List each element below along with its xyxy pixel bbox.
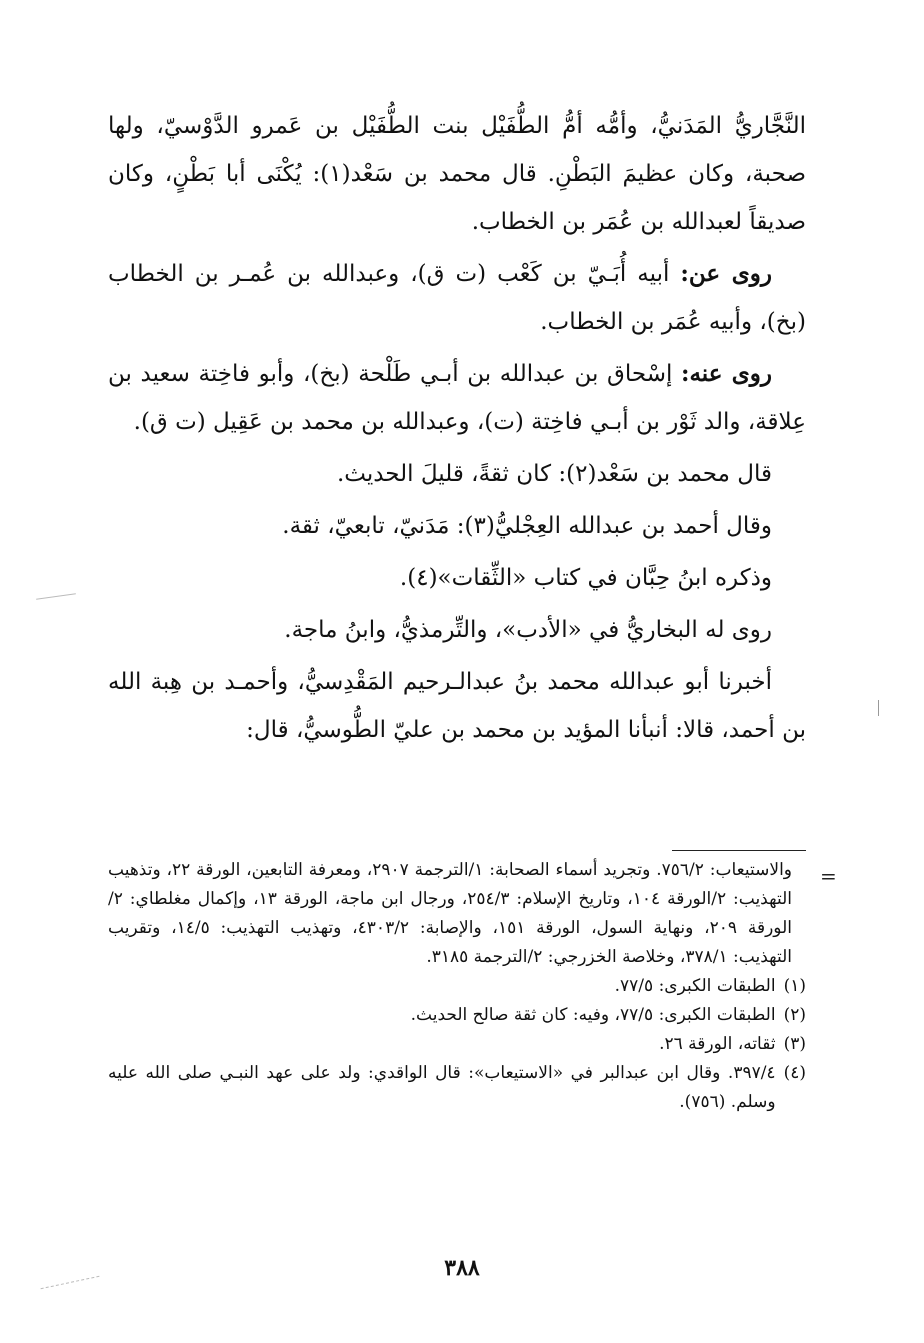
- footnote-1: [108, 972, 806, 1001]
- footnote-number: (٣): [783, 1034, 806, 1054]
- main-text: [108, 102, 806, 758]
- paragraph-isnad: [108, 658, 806, 754]
- paragraph-intro: [108, 102, 806, 246]
- paragraph-ibn-saad: [108, 450, 806, 498]
- footnote-number: (٤): [783, 1063, 806, 1083]
- paragraph-text: قال محمد بن سَعْد(٢): كان ثقةً، قليلَ الحديث.: [336, 461, 772, 487]
- paragraph-text: روى له البخاريُّ في «الأدب»، والتِّرمذيُّ، وابنُ ماجة.: [284, 617, 772, 643]
- scan-artifact: [36, 593, 76, 600]
- paragraph-ijli: [108, 502, 806, 550]
- footnote-separator: [672, 850, 806, 851]
- paragraph-text: وذكره ابنُ حِبَّان في كتاب «الثِّقات»(٤).: [399, 565, 772, 591]
- section-label: روى عن:: [680, 260, 772, 287]
- scan-artifact: [878, 700, 879, 716]
- footnote-text: ثقاته، الورقة ٢٦.: [659, 1034, 776, 1054]
- paragraph-narrated-by: [108, 350, 806, 446]
- footnote-number: (١): [783, 976, 806, 996]
- page-number: ٣٨٨: [444, 1255, 480, 1281]
- paragraph-narrated-from: [108, 250, 806, 346]
- paragraph-ibn-hibban: [108, 554, 806, 602]
- paragraph-text: أبيه أُبَـيّ بن كَعْب (ت ق)، وعبدالله بن عُمـر بن الخطاب (بخ)، وأبيه عُمَر بن الخطاب.: [108, 261, 806, 335]
- footnote-text: الطبقات الكبرى: ٧٧/٥، وفيه: كان ثقة صالح الحديث.: [410, 1005, 776, 1025]
- footnote-continuation: والاستيعاب: ٧٥٦/٢. وتجريد أسماء الصحابة: ١/الترجمة ٢٩٠٧، ومعرفة التابعين، الورقة ٢٢، وتذهيب التهذيب: ٢/الورقة ١٠٤، وتاريخ الإسلام: ٢٥٤/٣، ورجال ابن ماجة، الورقة ١٣، وإكمال مغلطاي: ٢/الورقة ٢٠٩، ونهاية السول، الورقة ١٥١، والإصابة: ٤٣٠٣/٢، وتهذيب التهذيب: ١٤/٥، وتقريب التهذيب: ٣٧٨/١، وخلاصة الخزرجي: ٢/الترجمة ٣١٨٥.: [108, 860, 792, 967]
- section-label: روى عنه:: [680, 360, 772, 387]
- paragraph-text: إسْحاق بن عبدالله بن أبـي طَلْحة (بخ)، وأبو فاخِتة سعيد بن عِلاقة، والد ثَوْر بن أبـي فاخِتة (ت)، وعبدالله بن محمد بن عَقِيل (ت ق).: [108, 361, 806, 435]
- footnote-text: الطبقات الكبرى: ٧٧/٥.: [614, 976, 776, 996]
- paragraph-text: النَّجَّاريُّ المَدَنيُّ، وأمُّه أمُّ الطُّفَيْل بنت الطُّفَيْل بن عَمرو الدَّوْسيّ، ولها صحبة، وكان عظيمَ البَطْنِ. قال محمد بن سَعْد(١): يُكْنَى أبا بَطْنٍ، وكان صديقاً لعبدالله بن عُمَر بن الخطاب.: [108, 113, 806, 235]
- footnote-number: (٢): [783, 1005, 806, 1025]
- footnote-continuation-marker: =: [820, 864, 837, 888]
- paragraph-text: أخبرنا أبو عبدالله محمد بنُ عبدالـرحيم المَقْدِسيُّ، وأحمـد بن هِبة الله بن أحمد، قالا: أنبأنا المؤيد بن محمد بن عليّ الطُّوسيُّ، قال:: [108, 669, 806, 743]
- footnote-4: [108, 1059, 806, 1117]
- footnote-2: [108, 1001, 806, 1030]
- footnote-text: ٣٩٧/٤. وقال ابن عبدالبر في «الاستيعاب»: قال الواقدي: ولد على عهد النبـي صلى الله عليه وسلم. (٧٥٦).: [108, 1063, 776, 1112]
- paragraph-narrators: [108, 606, 806, 654]
- footnotes: [108, 856, 806, 1117]
- footnote-3: [108, 1030, 806, 1059]
- paragraph-text: وقال أحمد بن عبدالله العِجْليُّ(٣): مَدَنيّ، تابعيّ، ثقة.: [282, 513, 772, 539]
